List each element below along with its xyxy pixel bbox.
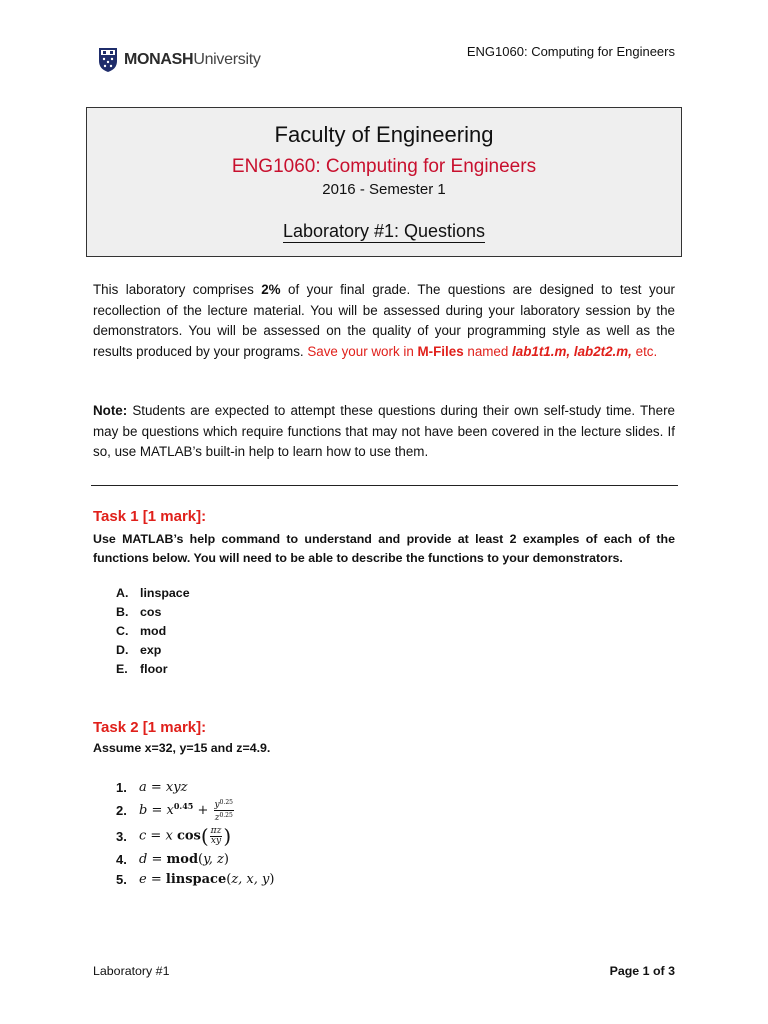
list-item: C. mod xyxy=(116,624,167,638)
equation-a: a = xyz xyxy=(139,780,188,795)
task1-heading: Task 1 [1 mark]: xyxy=(93,508,207,525)
equation-item: 5. e = linspace(z, x, y) xyxy=(116,871,275,887)
task1-instructions: Use MATLAB’s help command to understand and provide at least 2 examples of each of the functions below. You will need to be able to describe the functions to your demonstrators. xyxy=(93,532,675,565)
course-title: ENG1060: Computing for Engineers xyxy=(231,156,537,177)
page-number: Page 1 of 3 xyxy=(609,964,675,978)
logo-wordmark: MONASHUniversity xyxy=(124,51,261,68)
task1-function-list xyxy=(116,586,190,681)
equation-item: 3. c = x cos( $\frac{\pi z}{xy}$ ) xyxy=(116,824,232,848)
task2-heading: Task 2 [1 mark]: xyxy=(93,719,207,736)
equation-c: c = x cos( $\frac{\pi z}{xy}$ ) xyxy=(139,824,232,848)
equation-d: d = mod(y, z) xyxy=(139,851,229,867)
list-item: B. cos xyxy=(116,605,162,619)
list-item: A. linspace xyxy=(116,586,190,600)
equation-item: 4. d = mod(y, z) xyxy=(116,851,229,867)
lab-title: Laboratory #1: Questions xyxy=(282,221,486,241)
equation-item: 1. a = xyz xyxy=(116,780,188,795)
task2-instructions: Assume x=32, y=15 and z=4.9. xyxy=(93,741,271,755)
list-item: E. floor xyxy=(116,662,168,676)
title-box xyxy=(86,107,682,257)
header-course-title: ENG1060: Computing for Engineers xyxy=(466,44,675,59)
crest-icon xyxy=(98,47,118,73)
note-paragraph: Note: Students are expected to attempt these questions during their own self-study time. There may be questions which require functions that may not have been covered in the lecture slides. If so, use MATLAB’s built-in help to learn how to use them. xyxy=(93,403,675,459)
equation-e: e = linspace(z, x, y) xyxy=(139,871,275,887)
footer-lab-label: Laboratory #1 xyxy=(93,964,170,978)
equation-b: $b = x^{0.45}$ + $\frac{y^{0.25}}{z^{0.25}}$ xyxy=(139,798,233,823)
monash-logo xyxy=(98,47,261,73)
intro-paragraph: This laboratory comprises 2% of your final grade. The questions are designed to test your recollection of the lecture material. You will be assessed during your laboratory session by the demonstrators. You will be assessed on the quality of your programming style as well as the results produced by your programs. Save your work in M-Files named lab1t1.m, lab2t2.m, etc. xyxy=(93,282,675,359)
equation-item: 2. $b = x^{0.45}$ + $\frac{y^{0.25}}{z^{0.25}}$ xyxy=(116,798,233,823)
faculty-title: Faculty of Engineering xyxy=(274,122,494,147)
task2-equation-list xyxy=(116,778,274,889)
divider xyxy=(91,485,678,486)
semester-label: 2016 - Semester 1 xyxy=(322,181,446,198)
list-item: D. exp xyxy=(116,643,162,657)
